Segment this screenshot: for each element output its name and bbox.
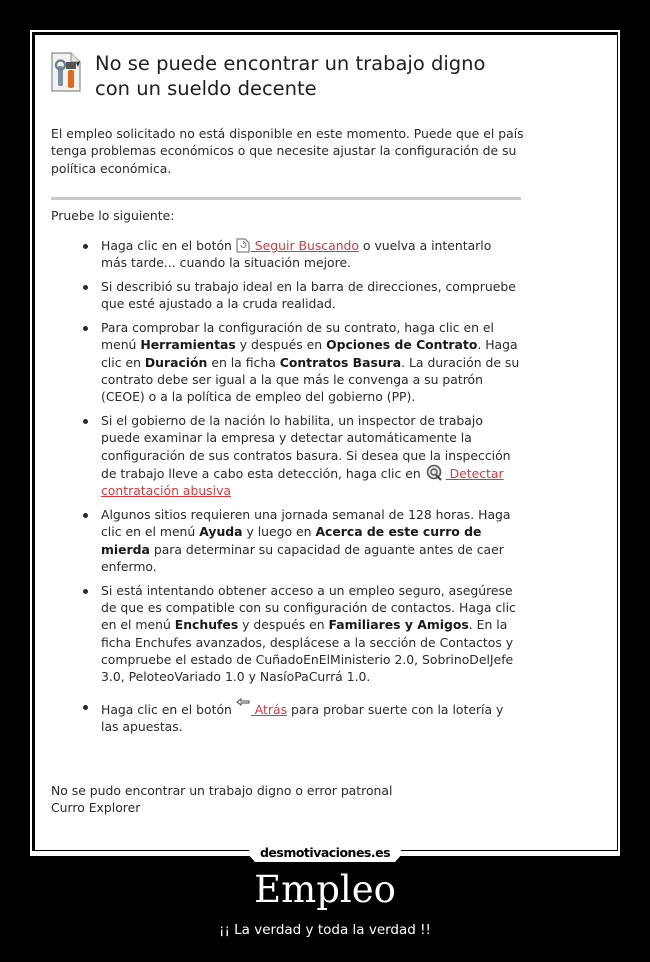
- list-item: [81, 319, 521, 405]
- list-item: [81, 698, 521, 736]
- list-item: [81, 506, 521, 575]
- tip-text: en la ficha: [207, 354, 280, 370]
- list-item: [81, 237, 521, 272]
- error-page-panel: [35, 35, 617, 850]
- tip-text: Para comprobar la configuración de su contrato, haga clic en el menú: [101, 320, 494, 353]
- browser-name-text: Curro Explorer: [51, 800, 141, 816]
- tip-text: y después en: [238, 617, 329, 633]
- menu-name-familiares-amigos: Familiares y Amigos: [328, 617, 469, 633]
- back-arrow-icon: [236, 698, 250, 710]
- menu-name-opciones-contrato: Opciones de Contrato: [326, 337, 478, 353]
- tip-text: Si está intentando obtener acceso a un empleo seguro, asegúrese de que es compatible con su configuración de contactos. Haga clic en el menú: [101, 582, 516, 633]
- list-item: [81, 278, 521, 313]
- tip-text: Algunos sitios requieren una jornada semanal de 128 horas. Haga clic en el menú: [101, 507, 511, 540]
- brand-logo-text: desmotivaciones.es: [259, 845, 391, 860]
- brand-bar-left: [30, 853, 260, 856]
- error-code-text: No se pudo encontrar un trabajo digno o error patronal: [51, 783, 393, 798]
- tab-name-contratos-basura: Contratos Basura: [279, 354, 402, 370]
- tip-text: para determinar su capacidad de aguante antes de caer enfermo.: [101, 541, 504, 575]
- back-link[interactable]: Atrás: [250, 701, 288, 717]
- menu-name-enchufes: Enchufes: [174, 617, 239, 633]
- tip-text: Si el gobierno de la nación lo habilita, un inspector de trabajo puede examinar la empresa y detectar automáticamente la configuración de sus contratos basura. Si desea que la inspección de trabajo lleve a cabo esta detección, haga clic en: [101, 413, 511, 482]
- tip-text: Si describió su trabajo ideal en la barra de direcciones, compruebe que esté ajustado a la cruda realidad.: [101, 279, 516, 312]
- menu-name-herramientas: Herramientas: [140, 337, 236, 353]
- brand-bar-right: [390, 853, 620, 856]
- tools-document-icon: [51, 52, 81, 92]
- detect-abusive-hiring-link[interactable]: Detectar contratación abusiva: [101, 466, 504, 499]
- tip-text: Haga clic en el botón: [101, 238, 236, 253]
- brand-badge: [247, 844, 403, 862]
- tip-text: o vuelva a intentarlo más tarde... cuando la situación mejore.: [101, 238, 492, 271]
- poster-title: Empleo: [254, 868, 396, 911]
- tip-text: . La duración de su contrato debe ser igual a la que más le convenga a su patrón (CEOE) o a la política de empleo del gobierno (PP).: [101, 354, 520, 405]
- tip-text: y luego en: [242, 524, 316, 540]
- try-following-label: Pruebe lo siguiente:: [51, 208, 175, 223]
- tip-text: . Haga clic en: [101, 337, 518, 370]
- refresh-document-icon: [236, 238, 250, 253]
- error-title-line1: No se puede encontrar un trabajo digno: [95, 52, 486, 75]
- tip-text: . En la ficha Enchufes avanzados, desplácese a la sección de Contactos y compruebe el estado de CuñadoEnElMinisterio 2.0, SobrinoDelJefe 3.0, PeloteoVariado 1.0 y NasíoPaCurrá 1.0.: [101, 617, 514, 685]
- error-title-line2: con un sueldo decente: [95, 77, 317, 100]
- suggestions-list: [81, 237, 521, 742]
- tip-text: y después en: [235, 337, 327, 353]
- menu-name-acerca-de: Acerca de este curro de mierda: [101, 524, 482, 557]
- tip-text: para probar suerte con la lotería y las apuestas.: [101, 701, 504, 734]
- error-footer: [51, 782, 531, 817]
- option-name-duracion: Duración: [144, 354, 208, 370]
- keep-searching-link[interactable]: Seguir Buscando: [250, 238, 359, 253]
- poster-subtitle: ¡¡ La verdad y toda la verdad !!: [219, 922, 431, 938]
- error-header: [51, 51, 485, 101]
- menu-name-ayuda: Ayuda: [199, 524, 243, 540]
- detect-magnifier-icon: [425, 464, 445, 481]
- section-divider: [51, 197, 521, 200]
- list-item: [81, 412, 521, 499]
- tip-text: Haga clic en el botón: [101, 701, 236, 717]
- error-description: El empleo solicitado no está disponible en este momento. Puede que el país tenga problemas económicos o que necesite ajustar la configuración de su política económica.: [51, 126, 524, 176]
- list-item: [81, 582, 521, 686]
